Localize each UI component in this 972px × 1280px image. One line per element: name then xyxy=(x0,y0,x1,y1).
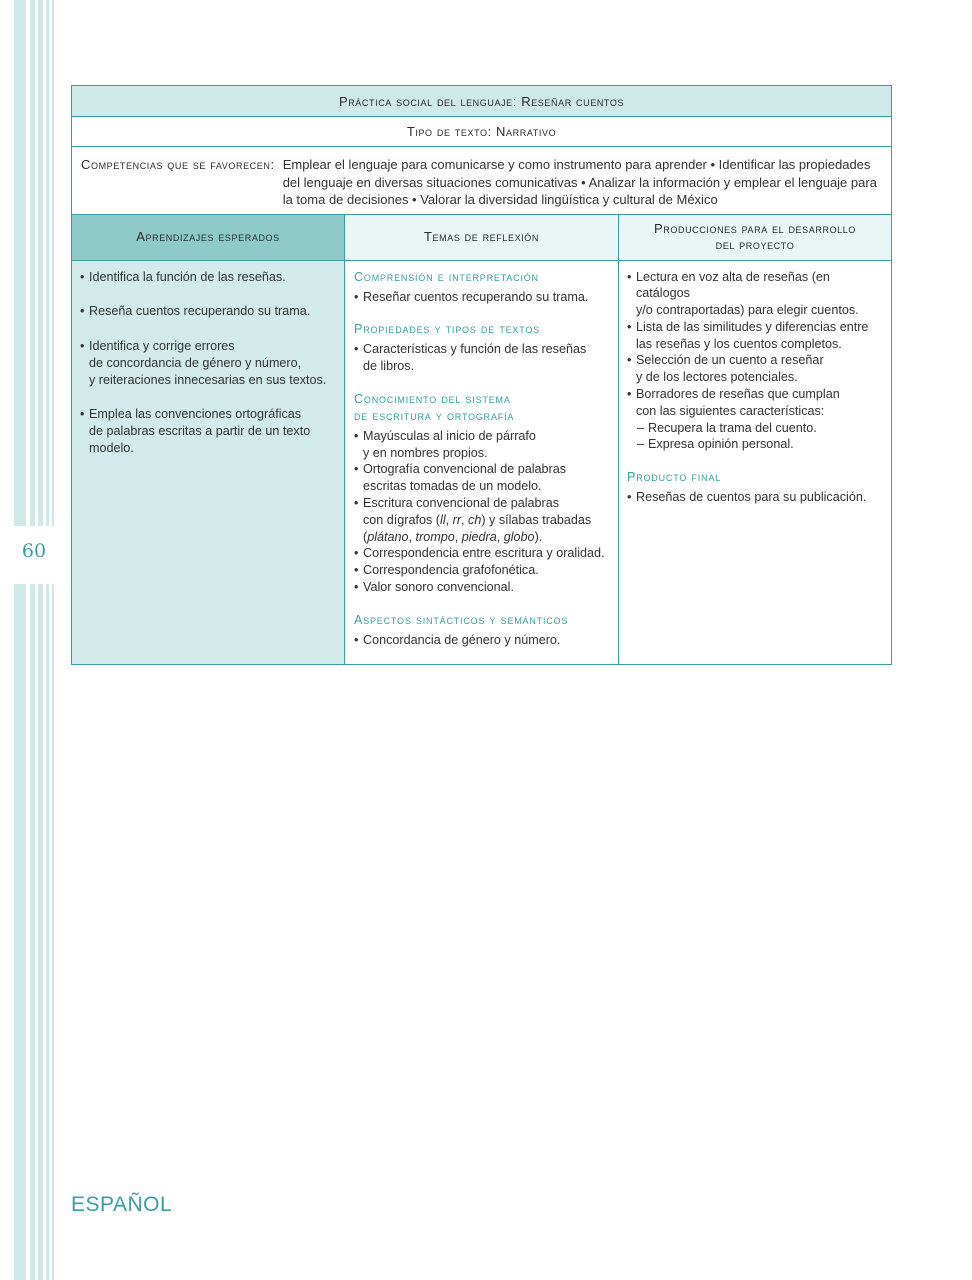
competencies-text: Emplear el lenguaje para comunicarse y como instrumento para aprender • Identificar las propiedades del lenguaje en diversas situaciones comunicativas • Analizar la información y emplear el lenguaje para la toma de decisiones • Valorar la diversidad lingüística y cultural de México xyxy=(282,157,877,207)
list-item: • Identifica y corrige errores de concordancia de género y número, y reiteraciones innecesarias en sus textos. xyxy=(80,339,327,387)
list-item: • Identifica la función de las reseñas. xyxy=(80,269,286,284)
learnings-column xyxy=(72,261,345,664)
section-title: Comprensión e interpretación xyxy=(354,269,539,284)
competencies-label: Competencias que se favorecen: xyxy=(81,157,275,172)
text-type: Tipo de texto: Narrativo xyxy=(406,124,557,139)
list-item: • Ortografía convencional de palabras escritas tomadas de un modelo. xyxy=(354,462,567,494)
section-title: Aspectos sintácticos y semánticos xyxy=(354,612,569,627)
list-item: • Mayúsculas al inicio de párrafo y en nombres propios. xyxy=(354,428,536,460)
table-title: Práctica social del lenguaje: Reseñar cuentos xyxy=(338,93,625,109)
sub-list-item: – Expresa opinión personal. xyxy=(637,437,794,452)
header-themes: Temas de reflexión xyxy=(345,215,619,260)
competencies-row xyxy=(72,147,891,215)
list-item: • Correspondencia grafofonética. xyxy=(354,563,539,578)
sub-list-item: – Recupera la trama del cuento. xyxy=(637,420,817,435)
curriculum-table xyxy=(71,85,892,665)
list-item: • Características y función de las reseñas de libros. xyxy=(354,342,587,374)
section-title: Propiedades y tipos de textos xyxy=(354,322,540,337)
list-item: • Reseña cuentos recuperando su trama. xyxy=(80,304,311,319)
list-item: • Emplea las convenciones ortográficas de palabras escritas a partir de un texto modelo. xyxy=(80,407,311,456)
subject-footer: ESPAÑOL xyxy=(71,1193,173,1216)
themes-column xyxy=(345,261,619,664)
list-item: • Valor sonoro convencional. xyxy=(354,580,514,595)
list-item: • Escritura convencional de palabras con dígrafos (ll, rr, ch) y sílabas trabadas (plátano, trompo, piedra, globo). xyxy=(354,496,592,544)
section-title: Producto final xyxy=(627,470,721,485)
section-title: Conocimiento del sistema de escritura y ortografía xyxy=(354,391,515,423)
text-type-row xyxy=(72,117,891,147)
list-item: • Lista de las similitudes y diferencias entre las reseñas y los cuentos completos. xyxy=(627,319,869,351)
list-item: • Correspondencia entre escritura y oralidad. xyxy=(354,546,605,561)
list-item: • Selección de un cuento a reseñar y de los lectores potenciales. xyxy=(627,353,824,385)
header-productions: Producciones para el desarrollo del proyecto xyxy=(619,215,891,260)
header-learnings: Aprendizajes esperados xyxy=(72,215,345,260)
column-headers xyxy=(72,215,891,261)
content-row xyxy=(72,261,891,664)
margin-stripes xyxy=(0,0,60,1280)
productions-column xyxy=(619,261,891,664)
table-title-row xyxy=(72,86,891,117)
list-item: • Reseñar cuentos recuperando su trama. xyxy=(354,289,589,304)
page-number: 60 xyxy=(21,540,47,562)
list-item: • Borradores de reseñas que cumplan con las siguientes características: xyxy=(627,387,840,418)
list-item: • Reseñas de cuentos para su publicación. xyxy=(627,490,867,505)
list-item: • Lectura en voz alta de reseñas (en catálogos y/o contraportadas) para elegir cuentos. xyxy=(627,269,859,318)
list-item: • Concordancia de género y número. xyxy=(354,632,561,647)
